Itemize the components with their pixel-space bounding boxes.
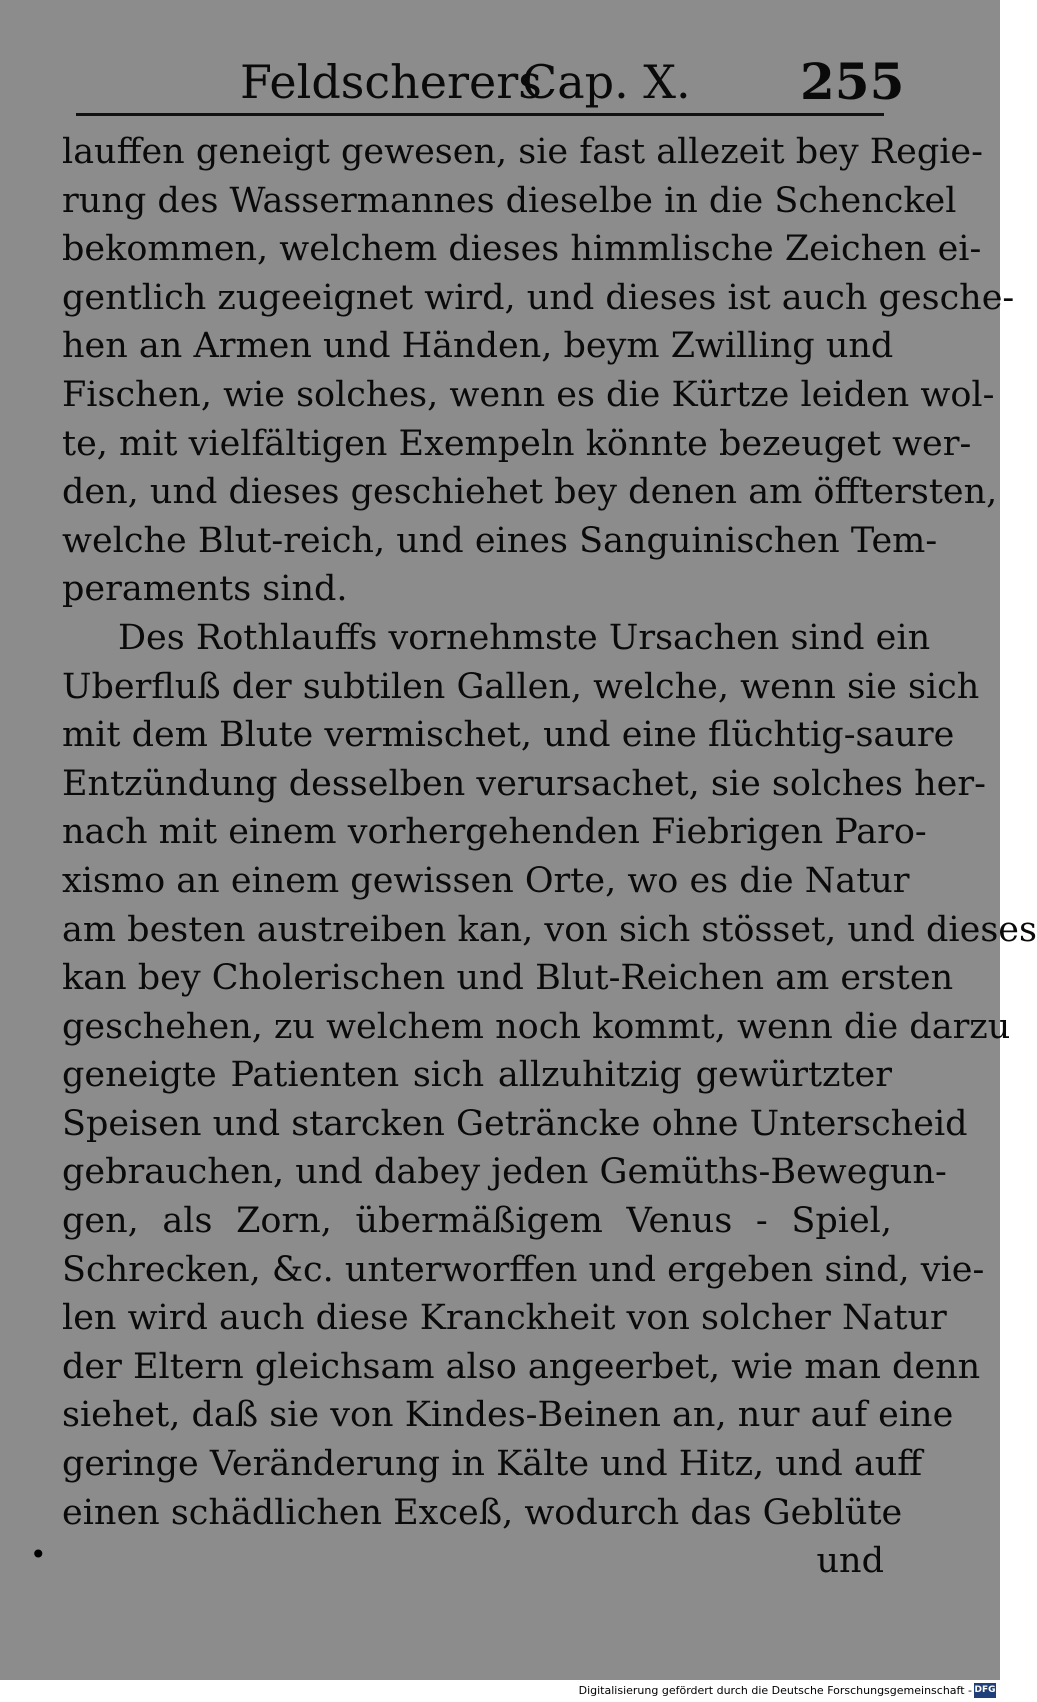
text-line: der Eltern gleichsam also angeerbet, wie man denn <box>62 1346 981 1387</box>
text-line: xismo an einem gewissen Orte, wo es die Natur <box>62 860 910 901</box>
text-line: kan bey Cholerischen und Blut-Reichen am ersten <box>62 958 954 999</box>
body-text <box>62 128 1037 1586</box>
text-line: Uberfluß der subtilen Gallen, welche, wenn sie sich <box>62 666 980 707</box>
text-line: gentlich zugeeignet wird, und dieses ist auch gesche- <box>62 277 1015 318</box>
text-line: welche Blut-reich, und eines Sanguinischen Tem- <box>62 520 938 561</box>
text-line: Speisen und starcken Geträncke ohne Unterscheid <box>62 1103 968 1144</box>
dfg-logo: DFG <box>974 1683 996 1698</box>
text-line: hen an Armen und Händen, beym Zwilling und <box>62 326 894 367</box>
text-line: gen, als Zorn, übermäßigem Venus - Spiel, <box>62 1201 892 1242</box>
page-header <box>0 52 1000 112</box>
text-line: am besten austreiben kan, von sich stösset, und dieses <box>62 909 1037 950</box>
text-line: peraments sind. <box>62 569 348 610</box>
footer-bar <box>0 1680 1000 1702</box>
page-number: 255 <box>800 52 905 111</box>
text-line: lauffen geneigt gewesen, sie fast allezeit bey Regie- <box>62 132 983 172</box>
header-rule <box>76 113 884 116</box>
text-line: nach mit einem vorhergehenden Fiebrigen Paro- <box>62 812 927 853</box>
text-line: te, mit vielfältigen Exempeln könnte bezeuget wer- <box>62 423 972 464</box>
text-line: mit dem Blute vermischet, und eine flüchtig-saure <box>62 715 955 756</box>
text-line: geneigte Patienten sich allzuhitzig gewürtzter <box>62 1055 892 1096</box>
text-line: geschehen, zu welchem noch kommt, wenn die darzu <box>62 1006 1011 1047</box>
running-title: Feldscherers <box>240 55 542 109</box>
text-line: den, und dieses geschiehet bey denen am öfftersten, <box>62 472 998 513</box>
text-line: einen schädlichen Exceß, wodurch das Geblüte <box>62 1492 903 1533</box>
text-line: Schrecken, &c. unterworffen und ergeben sind, vie- <box>62 1249 985 1290</box>
text-line: Entzündung desselben verursachet, sie solches her- <box>62 763 986 804</box>
digitization-credit: Digitalisierung gefördert durch die Deutsche Forschungsgemeinschaft - <box>578 1684 972 1697</box>
text-line: rung des Wassermannes dieselbe in die Schenckel <box>62 180 957 221</box>
margin-dot-mark: • <box>30 1538 47 1571</box>
text-line: siehet, daß sie von Kindes-Beinen an, nur auf eine <box>62 1395 954 1436</box>
text-line: geringe Veränderung in Kälte und Hitz, und auff <box>62 1444 923 1485</box>
text-line: bekommen, welchem dieses himmlische Zeichen ei- <box>62 229 982 270</box>
text-line: Fischen, wie solches, wenn es die Kürtze leiden wol- <box>62 374 995 415</box>
catchword: und <box>816 1541 884 1582</box>
text-line: gebrauchen, und dabey jeden Gemüths-Bewegun- <box>62 1152 947 1193</box>
chapter-label: Cap. X. <box>522 55 691 109</box>
paragraph-start-line: Des Rothlauffs vornehmste Ursachen sind ein <box>118 617 931 658</box>
text-line: len wird auch diese Kranckheit von solcher Natur <box>62 1298 947 1339</box>
